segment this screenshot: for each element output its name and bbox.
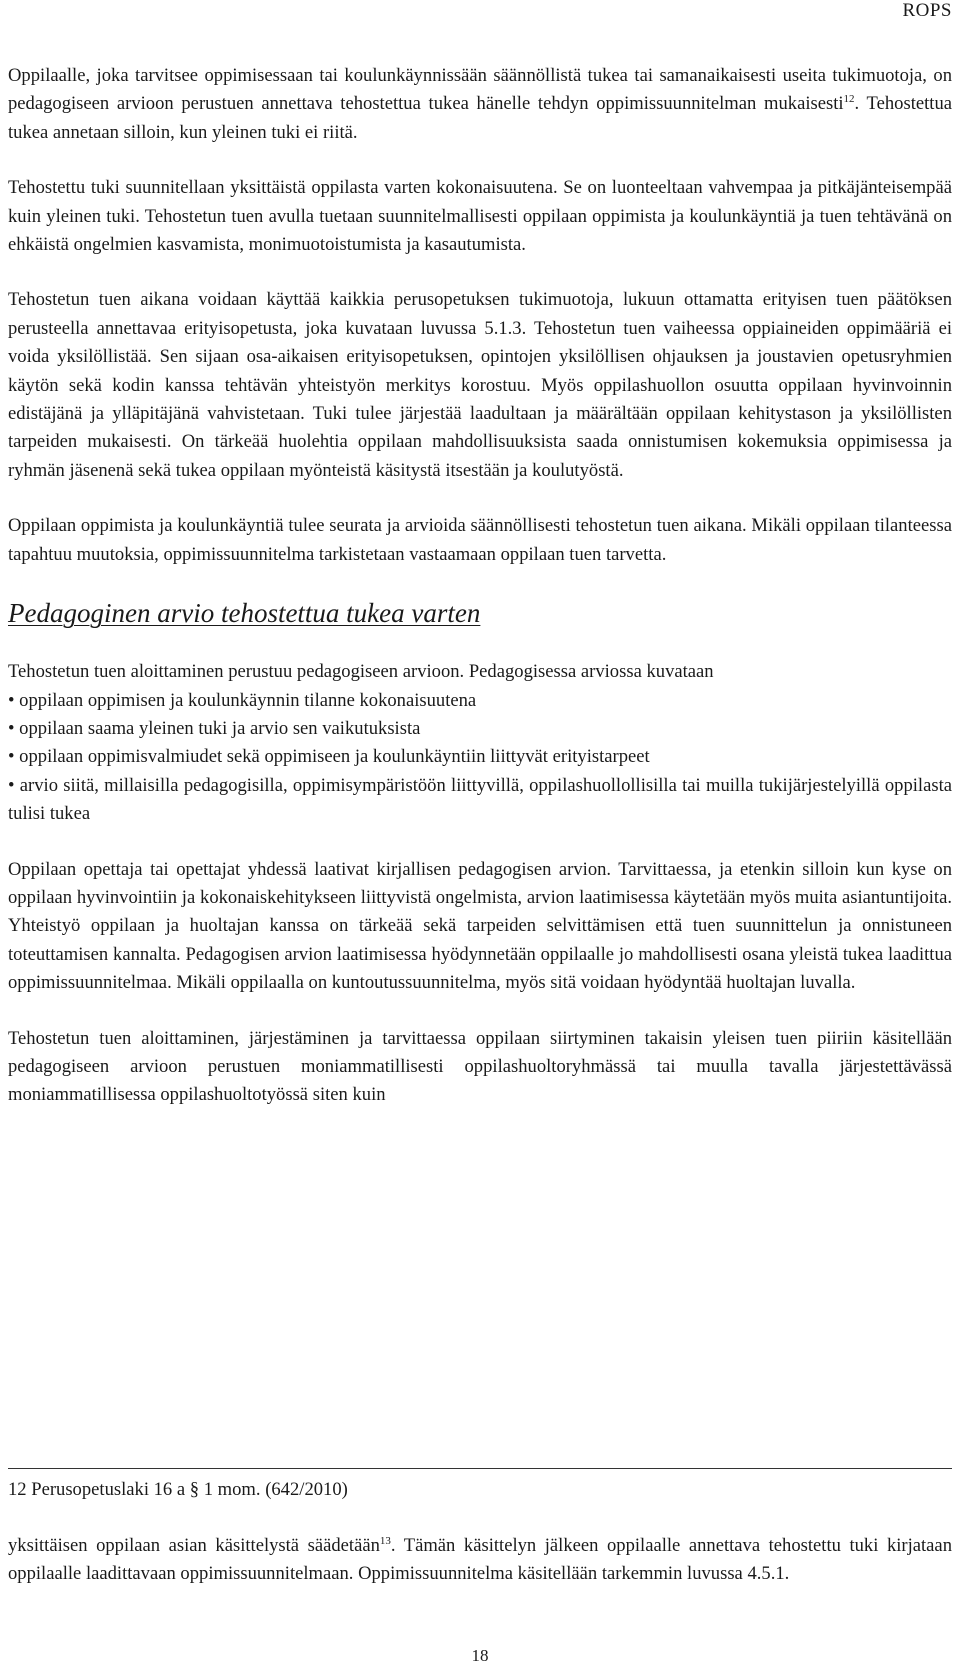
footnote-12: 12 Perusopetuslaki 16 a § 1 mom. (642/2010) <box>8 1479 348 1500</box>
paragraph-4: Oppilaan oppimista ja koulunkäyntiä tulee seurata ja arvioida säännöllisesti tehostetun tuen aikana. Mikäli oppilaan tilanteessa tapahtuu muutoksia, oppimissuunnitelma tarkistetaan vastaamaan oppilaan tuen tarvetta. <box>8 515 952 565</box>
paragraph-3: Tehostetun tuen aikana voidaan käyttää kaikkia perusopetuksen tukimuotoja, lukuun ottamatta erityisen tuen päätöksen perusteella annettavaa erityisopetusta, joka kuvataan luvussa 5.1.3. Tehostetun tuen vaiheessa oppiaineiden oppimääriä ei voida yksilöllistää. Sen sijaan osa-aikaisen erityisopetuksen, opintojen yksilöllisen ohjauksen ja joustavien opetusryhmien käytön sekä kodin kanssa tehtävän yhteistyön merkitys korostuu. Myös oppilashuollon osuutta oppilaan hyvinvoinnin edistäjänä ja ylläpitäjänä vahvistetaan. Tuki tulee järjestää laadultaan ja määrältään oppilaan kehitystason ja yksilöllisten tarpeiden mukaisesti. On tärkeää huolehtia oppilaan mahdollisuuksista saada onnistumisen kokemuksia oppimisessa ja ryhmän jäsenenä sekä tukea oppilaan myönteistä käsitystä itsestään ja koulutyöstä. <box>8 289 952 481</box>
section-intro: Tehostetun tuen aloittaminen perustuu pedagogiseen arvioon. Pedagogisessa arviossa kuvataan <box>8 661 714 683</box>
continuation-paragraph: yksittäisen oppilaan asian käsittelystä säädetään$^{13}$. Tämän käsittelyn jälkeen oppilaalle annettava tehostettu tuki kirjataan oppilaalle laadittavaan oppimissuunnitelmaan. Oppimissuunnitelma käsitellään tarkemmin luvussa 4.5.1. <box>8 1535 952 1584</box>
footnote-ref-13: 13 <box>379 1535 391 1547</box>
paragraph-6: Tehostetun tuen aloittaminen, järjestäminen ja tarvittaessa oppilaan siirtyminen takaisin yleisen tuen piiriin käsitellään pedagogiseen arvioon perustuen moniammatillisesti oppilashuoltoryhmässä tai muulla tavalla järjestettävässä moniammatillisessa oppilashuoltotyössä siten kuin <box>8 1027 952 1106</box>
list-item: • oppilaan oppimisen ja koulunkäynnin tilanne kokonaisuutena <box>8 687 952 715</box>
body-text <box>8 62 952 1137</box>
footnote-ref-12: 12 <box>843 93 855 106</box>
paragraph-1: Oppilaalle, joka tarvitsee oppimisessaan tai koulunkäynnissään säännöllistä tukea tai samanaikaisesti useita tukimuotoja, on pedagogiseen arvioon perustuen annettava tehostettua tukea hänelle tehdyn oppimissuunnitelman mukaisesti$^{12}$. Tehostettua tukea annetaan silloin, kun yleinen tuki ei riitä. <box>8 65 952 143</box>
page-number: 18 <box>471 1646 489 1665</box>
paragraph-2: Tehostettu tuki suunnitellaan yksittäistä oppilasta varten kokonaisuutena. Se on luonteeltaan vahvempaa ja pitkäjänteisempää kuin yleinen tuki. Tehostetun tuen avulla tuetaan suunnitelmallisesti oppilaan oppimista ja koulunkäyntiä ja tuen tehtävänä on ehkäistä ongelmien kasvamista, monimuotoistumista ja kasautumista. <box>8 177 952 256</box>
list-item: • oppilaan oppimisvalmiudet sekä oppimiseen ja koulunkäyntiin liittyvät erityistarpeet <box>8 743 952 771</box>
section-heading: Pedagoginen arvio tehostettua tukea varten <box>8 598 481 629</box>
list-item: • oppilaan saama yleinen tuki ja arvio sen vaikutuksista <box>8 715 952 743</box>
list-item: • arvio siitä, millaisilla pedagogisilla, oppimisympäristöön liittyvillä, oppilashuollollisilla tai muilla tukijärjestelyillä oppilasta tulisi tukea <box>8 772 952 829</box>
footnote-divider <box>8 1468 952 1469</box>
bullet-list <box>8 687 952 829</box>
paragraph-5: Oppilaan opettaja tai opettajat yhdessä laativat kirjallisen pedagogisen arvion. Tarvittaessa, ja etenkin silloin kun kyse on oppilaan hyvinvointiin ja kokonaiskehitykseen liittyvistä ongelmista, arvion laatimisessa käytetään myös muita asiantuntijoita. Yhteistyö oppilaan ja huoltajan kanssa on tärkeää sekä tarpeiden selvittämisen että tuen suunnittelun ja onnistuneen toteuttamisen kannalta. Pedagogisen arvion laatimisessa hyödynnetään oppilaalle jo mahdollisesti osana yleistä tukea laadittua oppimissuunnitelmaa. Mikäli oppilaalla on kuntoutussuunnitelma, myös sitä voidaan hyödyntää huoltajan luvalla. <box>8 858 952 994</box>
running-header: ROPS <box>902 0 952 21</box>
